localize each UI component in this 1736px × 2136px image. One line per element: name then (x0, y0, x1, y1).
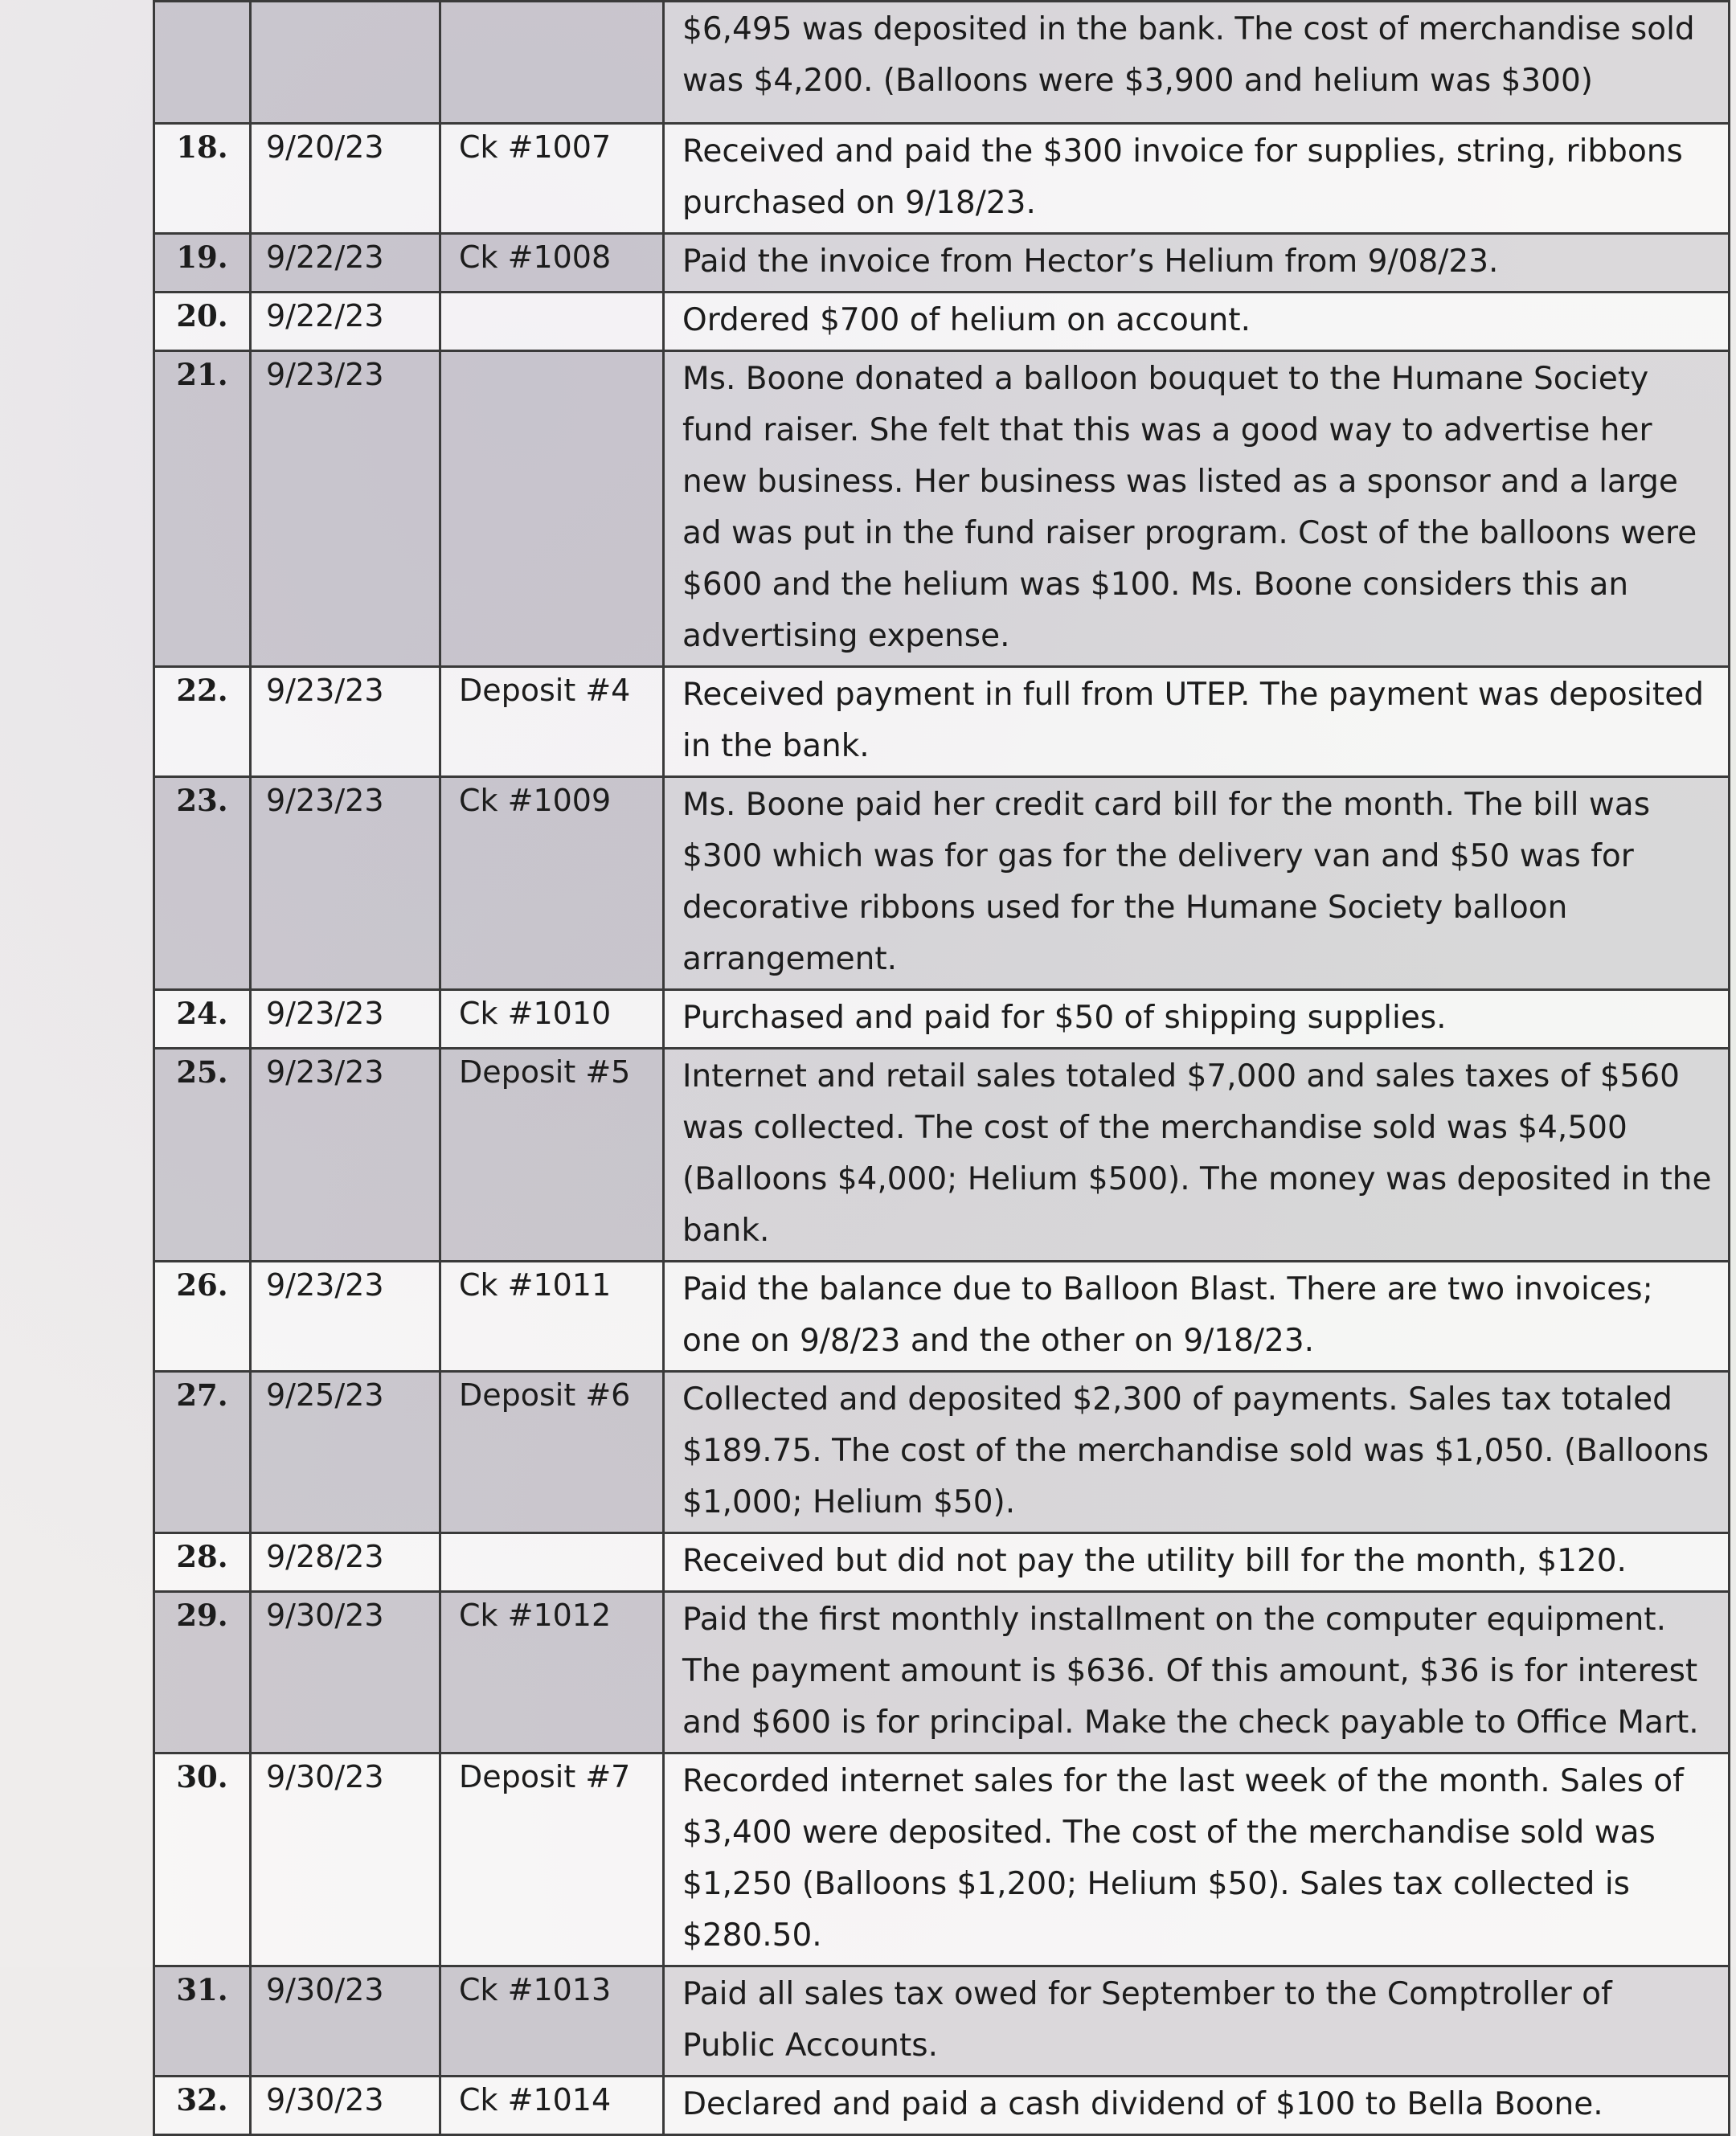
transaction-number: 32. (154, 2077, 251, 2135)
transaction-number (154, 2, 251, 124)
transaction-description: Ms. Boone paid her credit card bill for the month. The bill was $300 which was for gas for the delivery van and $50 was for decorative ribbons used for the Humane Society balloon arrangement. (664, 777, 1730, 990)
transaction-number: 18. (154, 124, 251, 234)
transaction-description: Received but did not pay the utility bill for the month, $120. (664, 1533, 1730, 1592)
transaction-description: $6,495 was deposited in the bank. The cost of merchandise sold was $4,200. (Balloons were $3,900 and helium was $300) (664, 2, 1730, 124)
transaction-description: Ms. Boone donated a balloon bouquet to the Humane Society fund raiser. She felt that this was a good way to advertise her new business. Her business was listed as a sponsor and a large ad was put in the fund raiser program. Cost of the balloons were $600 and the helium was $100. Ms. Boone considers this an advertising expense. (664, 351, 1730, 667)
transaction-description: Received and paid the $300 invoice for supplies, string, ribbons purchased on 9/18/23. (664, 124, 1730, 234)
transaction-date: 9/23/23 (251, 990, 440, 1049)
transaction-description: Purchased and paid for $50 of shipping supplies. (664, 990, 1730, 1049)
transaction-reference: Deposit #4 (440, 667, 664, 777)
transaction-reference: Ck #1007 (440, 124, 664, 234)
transaction-number: 30. (154, 1753, 251, 1966)
transaction-description: Internet and retail sales totaled $7,000 and sales taxes of $560 was collected. The cost of the merchandise sold was $4,500 (Balloons $4,000; Helium $500). The money was deposited in the bank. (664, 1049, 1730, 1262)
transaction-row (154, 1372, 1730, 1533)
transaction-number: 21. (154, 351, 251, 667)
transaction-row (154, 1753, 1730, 1966)
transaction-number: 27. (154, 1372, 251, 1533)
transaction-row (154, 1966, 1730, 2077)
transaction-row (154, 2, 1730, 124)
transaction-row (154, 1262, 1730, 1372)
transaction-number: 24. (154, 990, 251, 1049)
transaction-row (154, 1049, 1730, 1262)
transaction-description: Paid the balance due to Balloon Blast. There are two invoices; one on 9/8/23 and the other on 9/18/23. (664, 1262, 1730, 1372)
transaction-table (153, 0, 1730, 2136)
transaction-description: Ordered $700 of helium on account. (664, 293, 1730, 351)
transaction-number: 29. (154, 1592, 251, 1753)
transaction-row (154, 351, 1730, 667)
transaction-reference: Ck #1010 (440, 990, 664, 1049)
transaction-table-body (154, 2, 1730, 2135)
transaction-date: 9/23/23 (251, 1262, 440, 1372)
transaction-row (154, 234, 1730, 293)
transaction-number: 25. (154, 1049, 251, 1262)
transaction-date: 9/30/23 (251, 1592, 440, 1753)
transaction-description: Received payment in full from UTEP. The payment was deposited in the bank. (664, 667, 1730, 777)
transaction-number: 20. (154, 293, 251, 351)
transaction-reference (440, 2, 664, 124)
transaction-reference: Ck #1012 (440, 1592, 664, 1753)
transaction-number: 22. (154, 667, 251, 777)
transaction-row (154, 667, 1730, 777)
transaction-reference: Ck #1008 (440, 234, 664, 293)
transaction-reference: Ck #1009 (440, 777, 664, 990)
transaction-date: 9/23/23 (251, 351, 440, 667)
transaction-date: 9/30/23 (251, 1753, 440, 1966)
transaction-date: 9/22/23 (251, 293, 440, 351)
transaction-number: 23. (154, 777, 251, 990)
transaction-row (154, 2077, 1730, 2135)
transaction-description: Paid the invoice from Hector’s Helium from 9/08/23. (664, 234, 1730, 293)
transaction-number: 26. (154, 1262, 251, 1372)
transaction-reference: Ck #1011 (440, 1262, 664, 1372)
transaction-date: 9/23/23 (251, 777, 440, 990)
transaction-row (154, 1533, 1730, 1592)
transaction-description: Paid the first monthly installment on the computer equipment. The payment amount is $636. Of this amount, $36 is for interest and $600 is for principal. Make the check payable to Office Mart. (664, 1592, 1730, 1753)
transaction-description: Paid all sales tax owed for September to the Comptroller of Public Accounts. (664, 1966, 1730, 2077)
transaction-date: 9/23/23 (251, 667, 440, 777)
transaction-date: 9/22/23 (251, 234, 440, 293)
transaction-number: 31. (154, 1966, 251, 2077)
transaction-reference (440, 293, 664, 351)
transaction-date: 9/20/23 (251, 124, 440, 234)
transaction-reference: Deposit #7 (440, 1753, 664, 1966)
transaction-reference (440, 1533, 664, 1592)
transaction-reference: Ck #1014 (440, 2077, 664, 2135)
transaction-date: 9/23/23 (251, 1049, 440, 1262)
transaction-number: 19. (154, 234, 251, 293)
transaction-number: 28. (154, 1533, 251, 1592)
transaction-date (251, 2, 440, 124)
transaction-description: Declared and paid a cash dividend of $100 to Bella Boone. (664, 2077, 1730, 2135)
transaction-reference (440, 351, 664, 667)
transaction-row (154, 1592, 1730, 1753)
transaction-reference: Deposit #6 (440, 1372, 664, 1533)
transaction-row (154, 990, 1730, 1049)
transaction-reference: Ck #1013 (440, 1966, 664, 2077)
transaction-date: 9/30/23 (251, 2077, 440, 2135)
transaction-description: Recorded internet sales for the last week of the month. Sales of $3,400 were deposited. The cost of the merchandise sold was $1,250 (Balloons $1,200; Helium $50). Sales tax collected is $280.50. (664, 1753, 1730, 1966)
transaction-date: 9/28/23 (251, 1533, 440, 1592)
transaction-description: Collected and deposited $2,300 of payments. Sales tax totaled $189.75. The cost of the merchandise sold was $1,050. (Balloons $1,000; Helium $50). (664, 1372, 1730, 1533)
transaction-row (154, 124, 1730, 234)
transaction-date: 9/25/23 (251, 1372, 440, 1533)
transaction-date: 9/30/23 (251, 1966, 440, 2077)
transaction-row (154, 777, 1730, 990)
transaction-reference: Deposit #5 (440, 1049, 664, 1262)
transaction-row (154, 293, 1730, 351)
